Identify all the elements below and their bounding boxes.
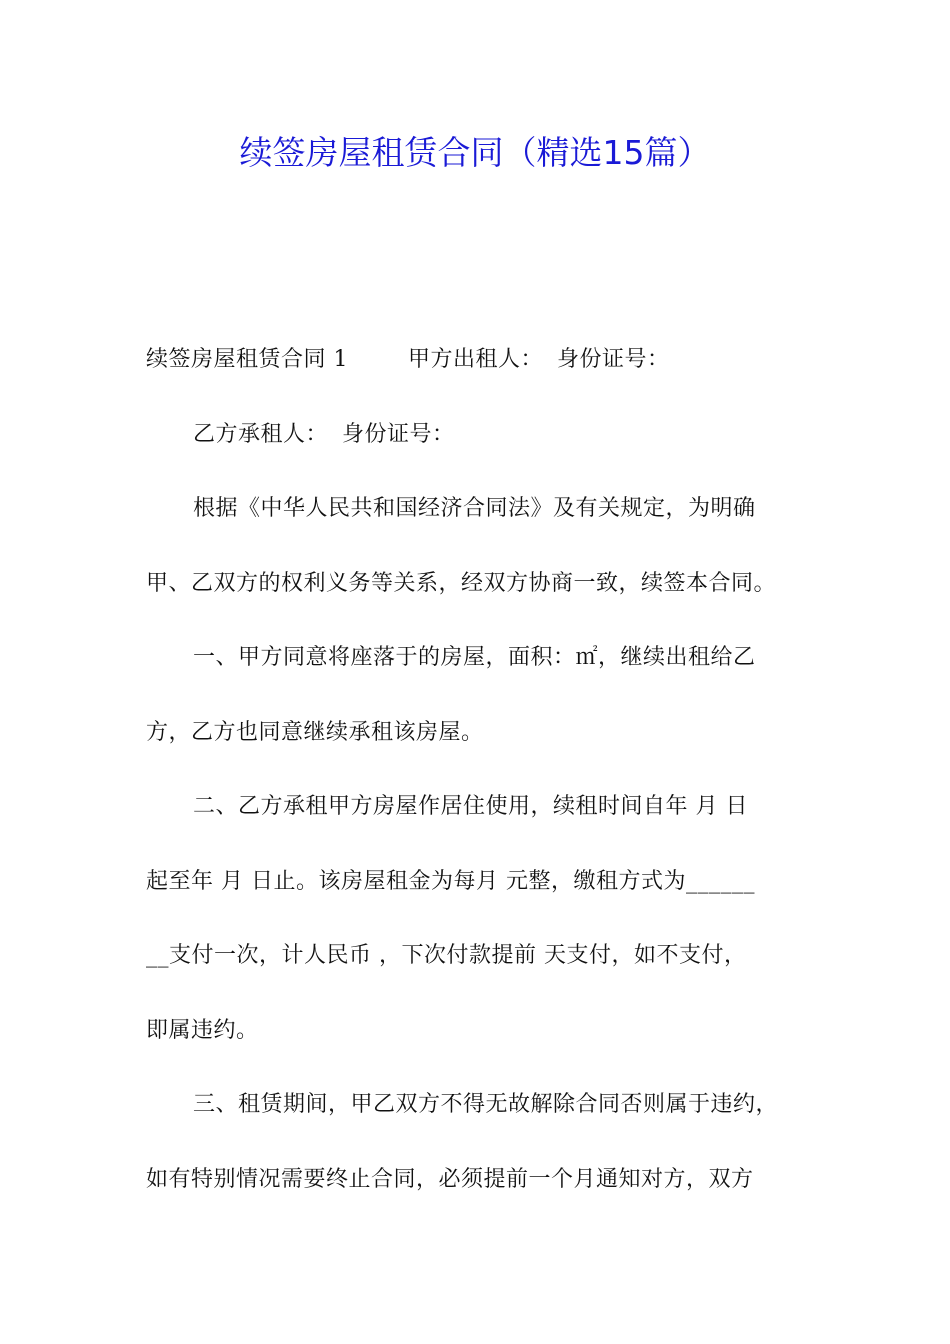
paragraph-line: 三、租赁期间，甲乙双方不得无故解除合同否则属于违约，	[193, 1092, 779, 1117]
paragraph-line: 二、乙方承租甲方房屋作居住使用，续租时间自年 月 日	[193, 794, 748, 819]
paragraph-line: 甲、乙双方的权利义务等关系，经双方协商一致，续签本合同。	[146, 570, 777, 596]
paragraph-line: 方，乙方也同意继续承租该房屋。	[146, 719, 484, 745]
paragraph-line-contract-header	[146, 340, 811, 415]
paragraph-line: 一、甲方同意将座落于的房屋，面积：㎡，继续出租给乙	[193, 645, 756, 670]
document-body	[146, 340, 811, 1234]
paragraph-line-lessee	[146, 415, 811, 490]
paragraph-line: 根据《中华人民共和国经济合同法》及有关规定，为明确	[193, 496, 756, 521]
lessee-label: 乙方承租人：	[193, 421, 329, 447]
paragraph-line: 即属违约。	[146, 1017, 259, 1043]
paragraph-line: __支付一次，计人民币 ，下次付款提前 天支付，如不支付，	[146, 943, 747, 968]
lessee-id-label: 身份证号：	[342, 421, 455, 447]
lessor-id-label: 身份证号：	[557, 347, 670, 372]
paragraph-line: 如有特别情况需要终止合同，必须提前一个月通知对方，双方	[146, 1166, 754, 1192]
contract-number: 续签房屋租赁合同 1	[146, 347, 348, 372]
lessor-label: 甲方出租人：	[408, 347, 544, 372]
document-title: 续签房屋租赁合同（精选15篇）	[239, 133, 711, 172]
paragraph-line: 起至年 月 日止。该房屋租金为每月 元整，缴租方式为______	[146, 868, 755, 894]
